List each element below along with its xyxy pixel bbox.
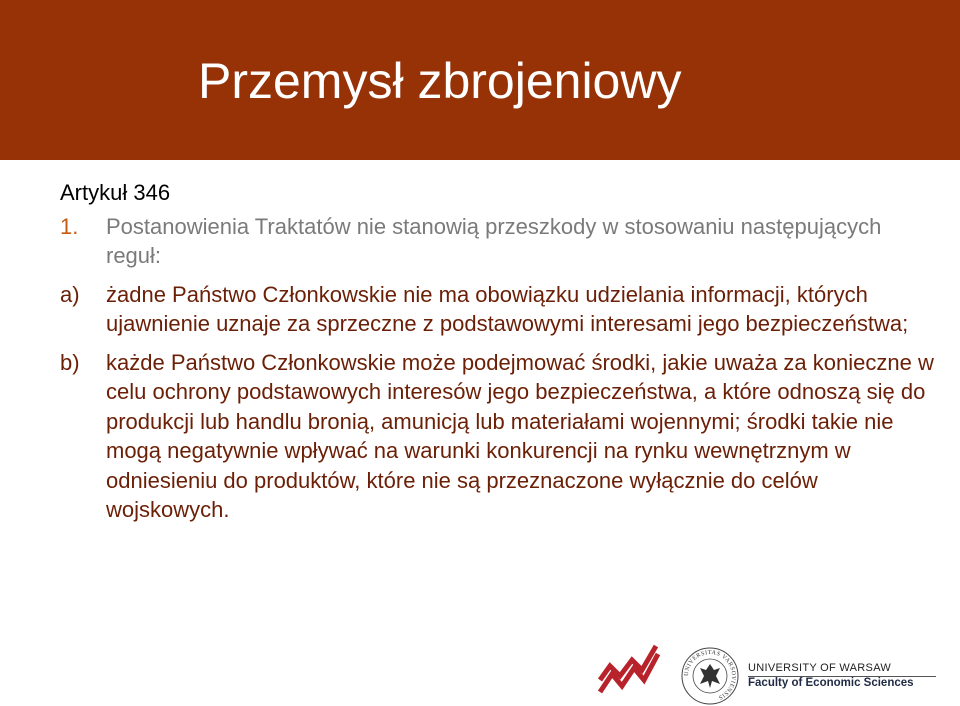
list-marker: b) [60, 349, 80, 375]
article-heading: Artykuł 346 [60, 180, 171, 205]
list-item-text: żadne Państwo Członkowskie nie ma obowiązku udzielania informacji, których ujawnienie uznaje za sprzeczne z podstawowymi interesami jego bezpieczeństwa; [106, 281, 909, 336]
footer-logos [596, 640, 960, 704]
list-item [60, 280, 940, 339]
faculty-logo-icon [596, 640, 666, 700]
list-item-text: każde Państwo Członkowskie może podejmować środki, jakie uważa za konieczne w celu ochrony podstawowych interesów jego bezpieczeństwa, a które odnoszą się do produkcji lub handlu bronią, amunicją lub materiałami wojennymi; środki takie nie mogą negatywnie wpływać na warunki konkurencji na rynku wewnętrznym w odniesieniu do produktów, które nie są przeznaczone wyłącznie do celów wojskowych. [106, 349, 934, 522]
faculty-name: Faculty of Economic Sciences [748, 677, 914, 689]
list-item [60, 212, 940, 271]
university-name: UNIVERSITY OF WARSAW [748, 662, 892, 674]
list-item [60, 348, 940, 525]
slide-content [60, 178, 940, 534]
university-seal-icon [680, 646, 740, 706]
list-marker: 1. [60, 213, 79, 239]
list-marker: a) [60, 281, 80, 307]
list-item-text: Postanowienia Traktatów nie stanowią przeszkody w stosowaniu następujących reguł: [106, 213, 882, 268]
slide-header [0, 0, 960, 160]
slide-title: Przemysł zbrojeniowy [198, 53, 682, 109]
seal-text: UNIVERSITAS VARSOVIENSIS [683, 649, 737, 701]
